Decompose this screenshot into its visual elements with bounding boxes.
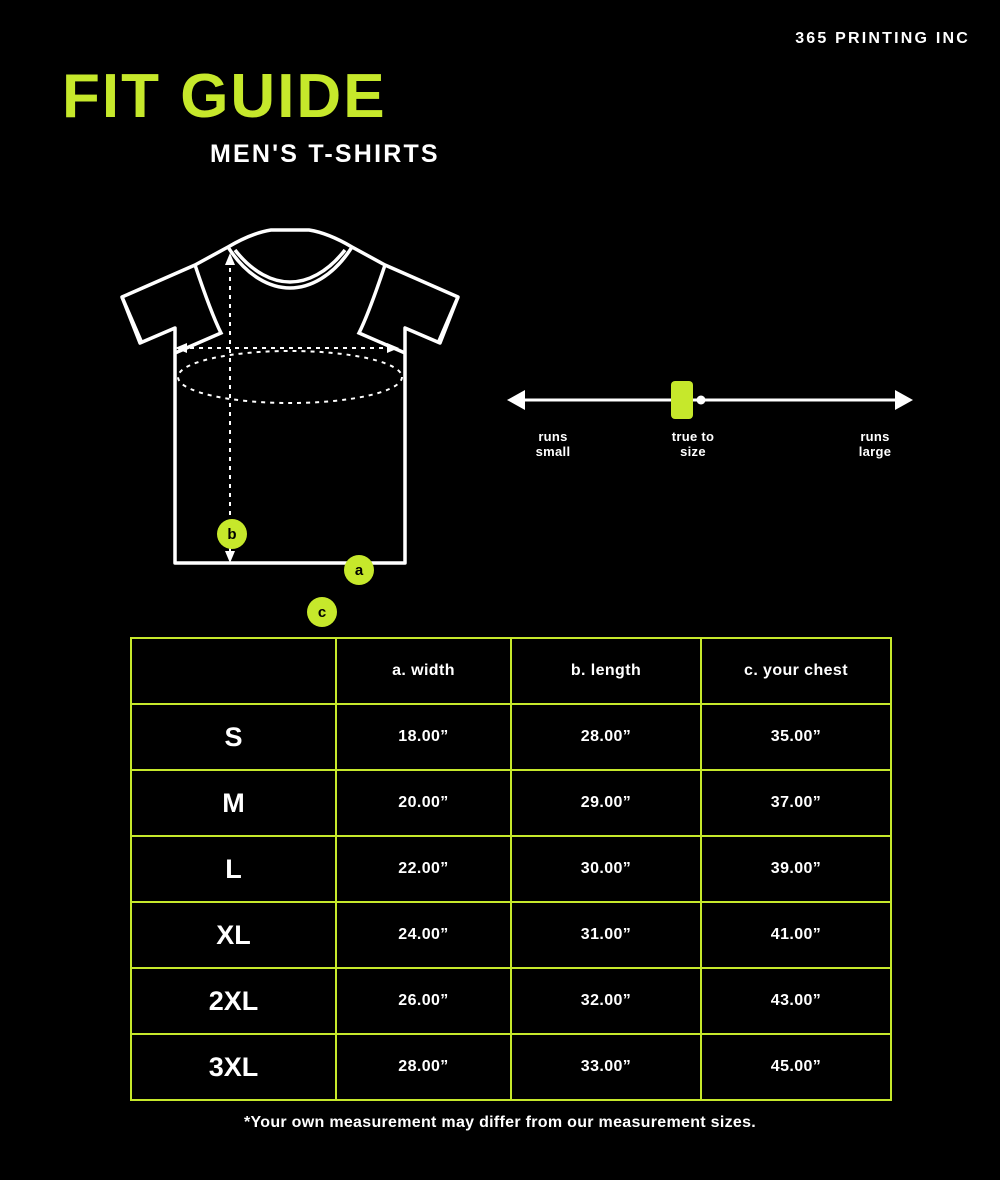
- table-header-width: a. width: [336, 638, 511, 704]
- brand-label: 365 PRINTING INC: [795, 30, 970, 47]
- row-chest: 39.00”: [701, 836, 891, 902]
- page-title: FIT GUIDE: [62, 62, 387, 131]
- fit-scale-label-large: [835, 430, 915, 460]
- badge-c: c: [307, 597, 337, 627]
- row-width: 22.00”: [336, 836, 511, 902]
- table-row: [131, 836, 891, 902]
- table-header-blank: [131, 638, 336, 704]
- badge-b: b: [217, 519, 247, 549]
- fit-scale-marker: [671, 381, 693, 419]
- fit-scale-label-large-line2: large: [858, 443, 892, 459]
- size-chart-table: [130, 637, 892, 1101]
- fit-scale-label-small: [513, 430, 593, 460]
- row-chest: 45.00”: [701, 1034, 891, 1100]
- fit-scale-arrow-icon: [505, 370, 915, 430]
- tshirt-outline-icon: [95, 225, 485, 580]
- row-chest: 37.00”: [701, 770, 891, 836]
- tshirt-diagram: [95, 225, 485, 621]
- row-chest: 41.00”: [701, 902, 891, 968]
- row-width: 26.00”: [336, 968, 511, 1034]
- fit-scale-label-true-line2: size: [680, 443, 706, 459]
- fit-scale-label-true: [653, 430, 733, 460]
- footnote: *Your own measurement may differ from our measurement sizes.: [243, 1114, 757, 1131]
- row-size: 2XL: [131, 968, 336, 1034]
- row-chest: 43.00”: [701, 968, 891, 1034]
- table-row: [131, 968, 891, 1034]
- fit-scale: [505, 370, 915, 480]
- row-length: 33.00”: [511, 1034, 701, 1100]
- badge-a: a: [344, 555, 374, 585]
- row-chest: 35.00”: [701, 704, 891, 770]
- row-size: L: [131, 836, 336, 902]
- table-row: [131, 704, 891, 770]
- table-row: [131, 902, 891, 968]
- table-header-length: b. length: [511, 638, 701, 704]
- table-row: [131, 770, 891, 836]
- row-size: M: [131, 770, 336, 836]
- table-header-row: [131, 638, 891, 704]
- row-size: 3XL: [131, 1034, 336, 1100]
- fit-scale-label-true-line1: true to: [671, 429, 715, 444]
- row-length: 28.00”: [511, 704, 701, 770]
- row-width: 24.00”: [336, 902, 511, 968]
- row-width: 18.00”: [336, 704, 511, 770]
- table-row: [131, 1034, 891, 1100]
- page-subtitle: MEN'S T-SHIRTS: [210, 140, 440, 168]
- row-width: 20.00”: [336, 770, 511, 836]
- fit-scale-label-small-line2: small: [535, 443, 571, 459]
- fit-scale-label-small-line1: runs: [538, 429, 568, 444]
- row-width: 28.00”: [336, 1034, 511, 1100]
- row-length: 31.00”: [511, 902, 701, 968]
- row-size: XL: [131, 902, 336, 968]
- table-header-chest: c. your chest: [701, 638, 891, 704]
- row-length: 30.00”: [511, 836, 701, 902]
- row-size: S: [131, 704, 336, 770]
- row-length: 29.00”: [511, 770, 701, 836]
- fit-scale-label-large-line1: runs: [860, 429, 890, 444]
- row-length: 32.00”: [511, 968, 701, 1034]
